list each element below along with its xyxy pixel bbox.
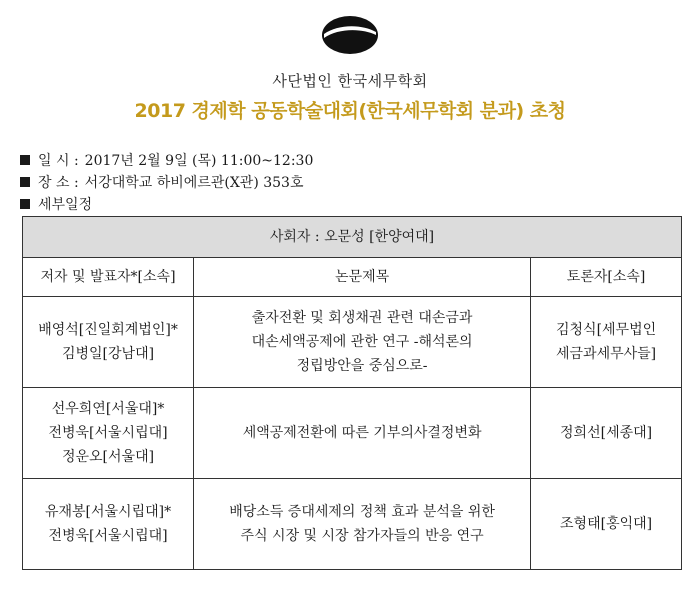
paper-title-cell xyxy=(194,297,531,388)
author-line: 전병욱[서울시립대] xyxy=(48,528,168,544)
bullet-square-icon xyxy=(20,199,30,209)
title-line: 정립방안을 중심으로- xyxy=(296,358,428,374)
author-line: 전병욱[서울시립대] xyxy=(48,425,168,441)
author-line: 배영석[진일회계법인]* xyxy=(38,322,178,338)
society-logo-icon xyxy=(320,14,380,56)
author-line: 유재봉[서울시립대]* xyxy=(44,504,172,520)
info-date xyxy=(20,150,313,170)
page-title: 2017 경제학 공동학술대회(한국세무학회 분과) 초청 xyxy=(134,100,566,122)
title-line: 대손세액공제에 관한 연구 -해석론의 xyxy=(251,334,473,350)
authors-cell xyxy=(23,479,194,570)
table-row xyxy=(23,297,682,388)
bullet-square-icon xyxy=(20,155,30,165)
schedule-label: 세부일정 xyxy=(38,197,93,213)
place-label: 장 소 : xyxy=(38,175,79,191)
header-discussant: 토론자[소속] xyxy=(531,258,682,297)
table-row xyxy=(23,479,682,570)
discussant-cell xyxy=(531,297,682,388)
info-schedule xyxy=(20,194,92,214)
date-value: 2017년 2월 9일 (목) 11:00~12:30 xyxy=(84,153,314,169)
organization-name: 사단법인 한국세무학회 xyxy=(272,72,428,90)
discussant-cell xyxy=(531,479,682,570)
author-line: 김병일[강남대] xyxy=(61,346,155,362)
title-line: 주식 시장 및 시장 참가자들의 반응 연구 xyxy=(240,528,484,544)
discussant-cell xyxy=(531,388,682,479)
paper-title-cell xyxy=(194,479,531,570)
paper-title-cell xyxy=(194,388,531,479)
title-line: 배당소득 증대세제의 정책 효과 분석을 위한 xyxy=(229,504,495,520)
host-cell: 사회자 : 오문성 [한양여대] xyxy=(23,217,682,258)
discussant-line: 김청식[세무법인 xyxy=(556,322,657,338)
date-label: 일 시 : xyxy=(38,153,79,169)
author-line: 선우희연[서울대]* xyxy=(51,401,165,417)
discussant-line: 세금과세무사들] xyxy=(556,346,657,362)
table-row xyxy=(23,388,682,479)
title-line: 세액공제전환에 따른 기부의사결정변화 xyxy=(242,425,482,441)
place-value: 서강대학교 하비에르관(X관) 353호 xyxy=(84,175,304,191)
authors-cell xyxy=(23,388,194,479)
discussant-line: 조형태[홍익대] xyxy=(560,516,653,532)
author-line: 정운오[서울대] xyxy=(61,449,155,465)
info-place xyxy=(20,172,303,192)
table-header-row xyxy=(23,258,682,297)
host-row xyxy=(23,217,682,258)
schedule-table xyxy=(22,216,682,570)
header-authors: 저자 및 발표자*[소속] xyxy=(23,258,194,297)
authors-cell xyxy=(23,297,194,388)
discussant-line: 정희선[세종대] xyxy=(560,425,653,441)
header-paper-title: 논문제목 xyxy=(194,258,531,297)
bullet-square-icon xyxy=(20,177,30,187)
title-line: 출자전환 및 회생채권 관련 대손금과 xyxy=(251,310,473,326)
